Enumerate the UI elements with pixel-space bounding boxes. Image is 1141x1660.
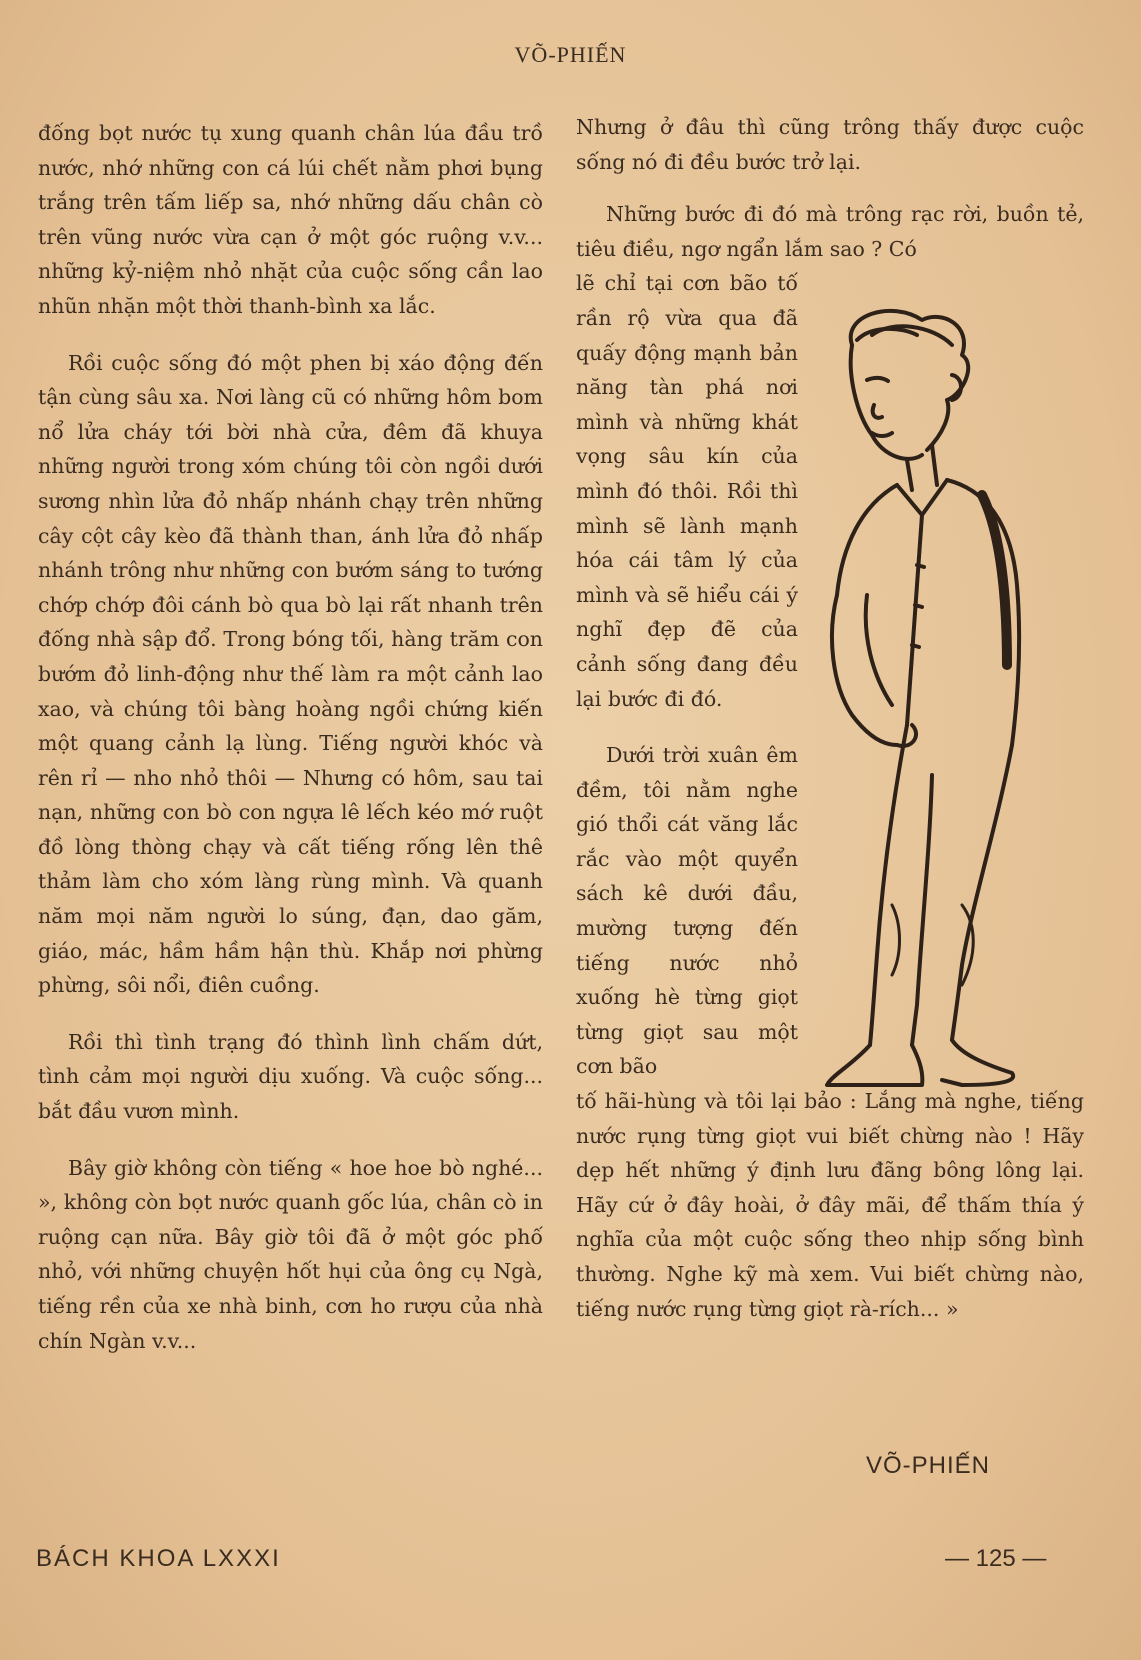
running-title: VÕ-PHIẾN <box>514 42 627 67</box>
paragraph-continued: tố hãi-hùng và tôi lại bảo : Lắng mà nghe, tiếng nước rụng từng giọt vui biết chừng nào ! Hãy dẹp hết những ý định lưu đãng bông lông lại. Hãy cứ ở đây hoài, ở đây mãi, để thấm thía ý nghĩa của một cuộc sống theo nhịp sống bình thường. Nghe kỹ mà xem. Vui biết chừng nào, tiếng nước rụng từng giọt rà-rích... » <box>576 1089 1084 1321</box>
paragraph-continued: lẽ chỉ tại cơn bão tố rần rộ vừa qua đã quấy động mạnh bản năng tàn phá nơi mình và những khát vọng sâu kín của mình đó thôi. Rồi thì mình sẽ lành mạnh hóa cái tâm lý của mình và sẽ hiểu cái ý nghĩ đẹp đẽ của cảnh sống đang đều lại bước đi đó. <box>576 271 798 711</box>
paragraph: Rồi thì tình trạng đó thình lình chấm dứt, tình cảm mọi người dịu xuống. Và cuộc sống... bắt đầu vươn mình. <box>38 1029 543 1124</box>
author-signature: VÕ-PHIẾN <box>866 1452 991 1479</box>
standing-man-sketch-icon <box>812 305 1042 1105</box>
magazine-footer: BÁCH KHOA LXXXI <box>36 1545 281 1572</box>
paragraph: Rồi cuộc sống đó một phen bị xáo động đến tận cùng sâu xa. Nơi làng cũ có những hôm bom nổ lửa cháy tới bời nhà cửa, đêm đã khuya những người trong xóm chúng tôi còn ngồi dưới sương nhìn lửa đỏ nhấp nhánh chạy trên những cây cột cây kèo đã thành than, ánh lửa đỏ nhấp nhánh trông như những con bướm sáng to tướng chớp chớp đôi cánh bò qua bò lại rất nhanh trên đống nhà sập đổ. Trong bóng tối, hàng trăm con bướm đỏ linh-động như thế làm ra một cảnh lao xao, và chúng tôi bàng hoàng ngồi chứng kiến một quang cảnh lạ lùng. Tiếng người khóc và rên rỉ — nho nhỏ thôi — Nhưng có hôm, sau tai nạn, những con bò con ngựa lê lếch kéo mớ ruột đồ lòng thòng chạy và cất tiếng rống lên thê thảm làm cho xóm làng rùng mình. Và quanh năm mọi năm người lo súng, đạn, dao găm, giáo, mác, hầm hầm hận thù. Khắp nơi phừng phừng, sôi nổi, điên cuồng. <box>38 350 543 998</box>
paragraph: đống bọt nước tụ xung quanh chân lúa đầu trồ nước, nhớ những con cá lúi chết nằm phơi bụng trắng trên tấm liếp sa, nhớ những dấu chân cò trên vũng nước vừa cạn ở một góc ruộng v.v... những kỷ-niệm nhỏ nhặt của cuộc sống cần lao nhũn nhặn một thời thanh-bình xa lắc. <box>38 121 543 318</box>
left-column <box>38 116 543 1358</box>
paragraph: Dưới trời xuân êm đềm, tôi nằm nghe gió thổi cát văng lắc rắc vào một quyển sách kê dưới đầu, mường tượng đến tiếng nước nhỏ xuống hè từng giọt từng giọt sau một cơn bão <box>576 743 798 1079</box>
paragraph: Bây giờ không còn tiếng « hoe hoe bò nghé... », không còn bọt nước quanh gốc lúa, chân cò in ruộng cạn nữa. Bây giờ tôi đã ở một góc phố nhỏ, với những chuyện hốt hụi của ông cụ Ngà, tiếng rền của xe nhà binh, cơn ho rượu của nhà chín Ngàn v.v... <box>38 1155 543 1353</box>
paragraph: Những bước đi đó mà trông rạc rời, buồn tẻ, tiêu điều, ngơ ngẩn lắm sao ? Có <box>576 202 1084 261</box>
paragraph: Nhưng ở đâu thì cũng trông thấy được cuộc sống nó đi đều bước trở lại. <box>576 115 1084 174</box>
page-number: — 125 — <box>945 1545 1047 1572</box>
